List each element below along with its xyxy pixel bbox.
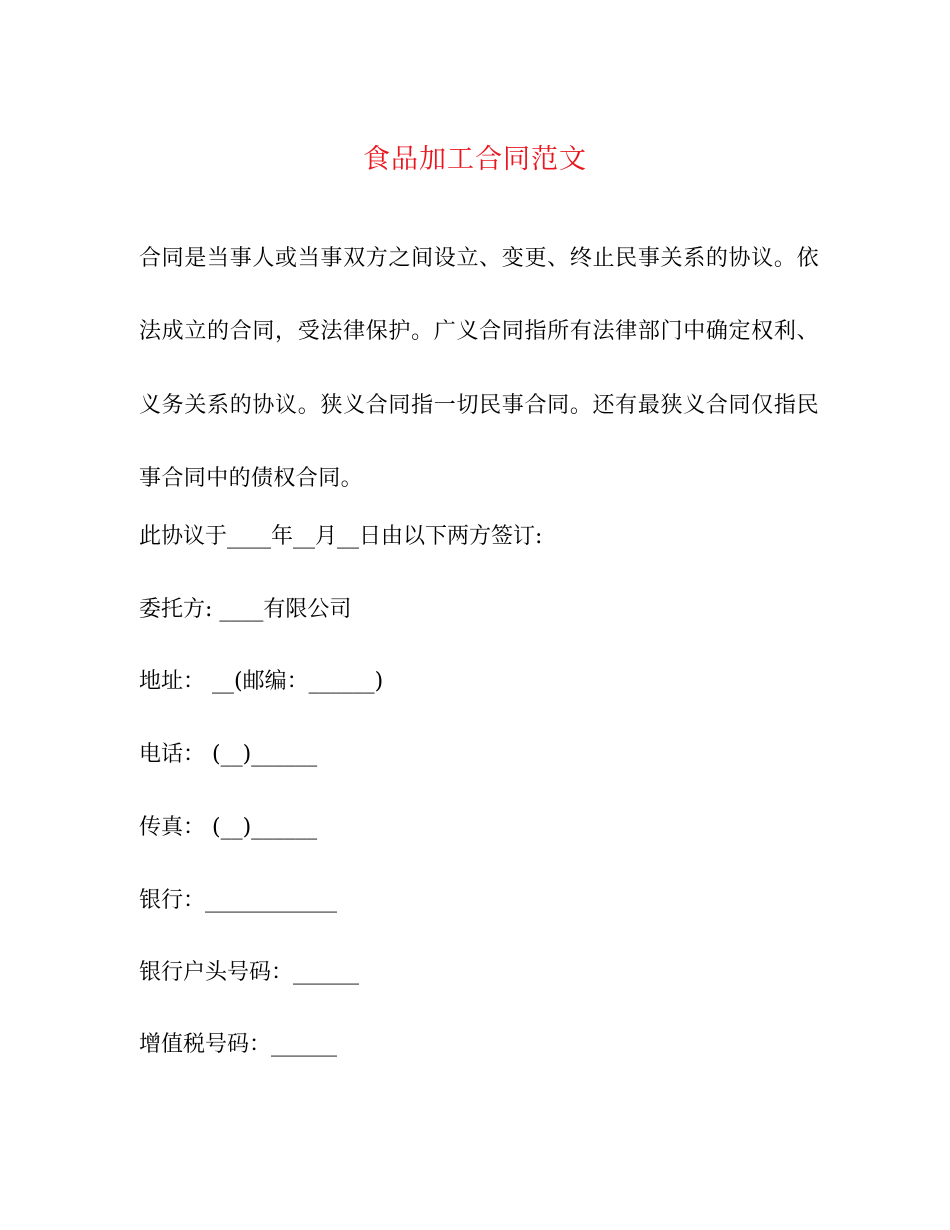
phone-line: 电话： (__)______ bbox=[139, 742, 318, 767]
vat-number-line: 增值税号码：______ bbox=[139, 1032, 338, 1057]
address-line: 地址： __(邮编：______) bbox=[139, 669, 384, 694]
bank-line: 银行：____________ bbox=[139, 888, 338, 913]
intro-paragraph: 合同是当事人或当事双方之间设立、变更、终止民事关系的协议。依法成立的合同，受法律保护。广义合同指所有法律部门中确定权利、义务关系的协议。狭义合同指一切民事合同。还有最狭义合同仅指民事合同中的债权合同。 bbox=[139, 246, 819, 491]
document-title: 食品加工合同范文 bbox=[363, 144, 587, 175]
fax-line: 传真： (__)______ bbox=[139, 815, 318, 840]
signing-date-line: 此协议于____年__月__日由以下两方签订: bbox=[139, 524, 543, 549]
bank-account-line: 银行户头号码：______ bbox=[139, 960, 360, 985]
client-line: 委托方: ____有限公司 bbox=[139, 597, 352, 622]
